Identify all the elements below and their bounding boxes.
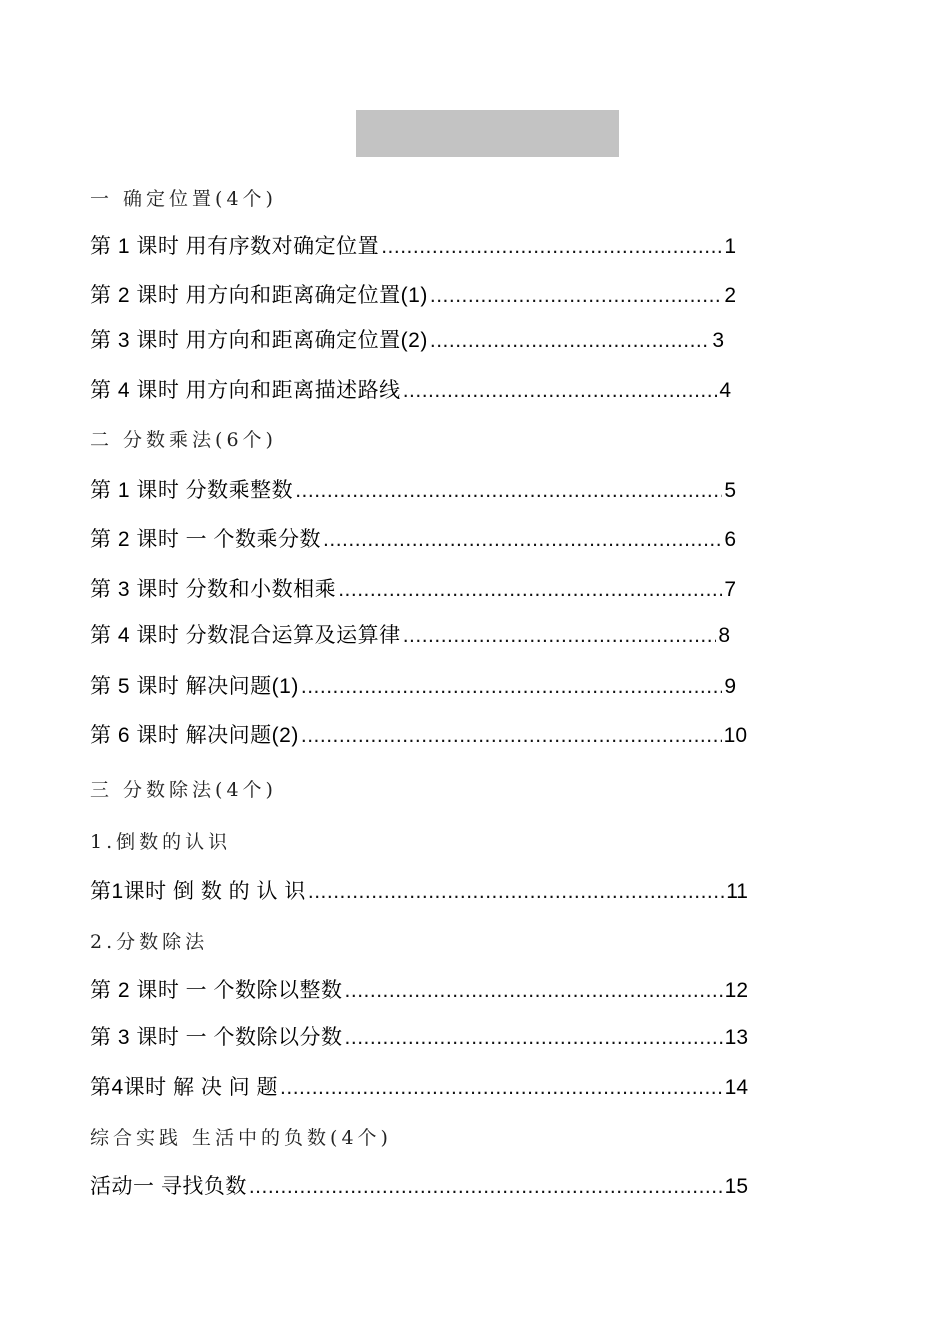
dot-leader [301,674,722,700]
section-heading-fraction-division: 三 分数除法(4个) [90,779,277,801]
dot-leader [301,723,722,749]
toc-entry-page: 10 [723,724,747,747]
toc-entry[interactable] [90,721,747,749]
toc-entry-page: 4 [719,379,731,402]
toc-entry[interactable] [90,376,731,404]
toc-entry-page: 11 [726,880,748,903]
toc-entry-label: 第 3 课时 分数和小数相乘 [90,578,337,601]
toc-entry-label: 第 1 课时 分数乘整数 [90,479,294,502]
toc-entry-label: 第 4 课时 用方向和距离描述路线 [90,379,401,402]
toc-entry-page: 9 [724,675,736,698]
toc-entry[interactable] [90,1073,748,1101]
toc-entry-label: 第1课时 倒 数 的 认 识 [90,880,306,903]
toc-entry[interactable] [90,976,748,1004]
toc-entry-label: 第 1 课时 用有序数对确定位置 [90,235,380,258]
toc-entry[interactable] [90,232,736,260]
subheading-reciprocal: 1.倒数的认识 [90,831,232,853]
section-heading-practice-negative-numbers: 综合实践 生活中的负数(4个) [90,1127,392,1149]
toc-entry-label: 第4课时 解 决 问 题 [90,1076,279,1099]
dot-leader [249,1174,723,1200]
toc-entry-label: 第 5 课时 解决问题(1) [90,675,299,698]
toc-entry-label: 第 3 课时 用方向和距离确定位置(2) [90,329,428,352]
toc-entry-label: 第 3 课时 一 个数除以分数 [90,1026,343,1049]
dot-leader [403,378,718,404]
toc-entry-label: 第 2 课时 一 个数乘分数 [90,528,322,551]
dot-leader [345,978,723,1004]
toc-entry[interactable] [90,877,748,905]
toc-entry[interactable] [90,621,730,649]
dot-leader [403,623,717,649]
toc-entry-page: 12 [724,979,748,1002]
title-placeholder-box [356,110,619,157]
dot-leader [308,879,724,905]
toc-entry-label: 第 2 课时 一 个数除以整数 [90,979,343,1002]
section-heading-position: 一 确定位置(4个) [90,188,277,210]
dot-leader [280,1075,723,1101]
toc-entry-page: 5 [724,479,736,502]
dot-leader [381,234,722,260]
toc-entry-page: 6 [724,528,736,551]
toc-entry[interactable] [90,575,736,603]
toc-entry[interactable] [90,326,724,354]
toc-entry-label: 第 4 课时 分数混合运算及运算律 [90,624,401,647]
toc-entry-page: 15 [724,1175,748,1198]
toc-entry[interactable] [90,672,736,700]
toc-entry-page: 13 [724,1026,748,1049]
dot-leader [345,1025,723,1051]
dot-leader [430,328,710,354]
dot-leader [338,577,722,603]
toc-entry-page: 14 [724,1076,748,1099]
dot-leader [295,478,722,504]
toc-entry[interactable] [90,476,736,504]
subheading-fraction-division: 2.分数除法 [90,931,209,953]
toc-entry-page: 1 [724,235,736,258]
toc-entry[interactable] [90,1023,748,1051]
toc-entry[interactable] [90,1172,748,1200]
toc-entry[interactable] [90,281,736,309]
toc-entry-page: 3 [712,329,724,352]
toc-entry-page: 7 [724,578,736,601]
dot-leader [323,527,722,553]
toc-entry[interactable] [90,525,736,553]
toc-entry-label: 活动一 寻找负数 [90,1175,247,1198]
dot-leader [430,283,722,309]
toc-entry-label: 第 2 课时 用方向和距离确定位置(1) [90,284,428,307]
toc-entry-page: 2 [724,284,736,307]
toc-entry-page: 8 [718,624,730,647]
section-heading-fraction-multiplication: 二 分数乘法(6个) [90,429,277,451]
toc-entry-label: 第 6 课时 解决问题(2) [90,724,299,747]
